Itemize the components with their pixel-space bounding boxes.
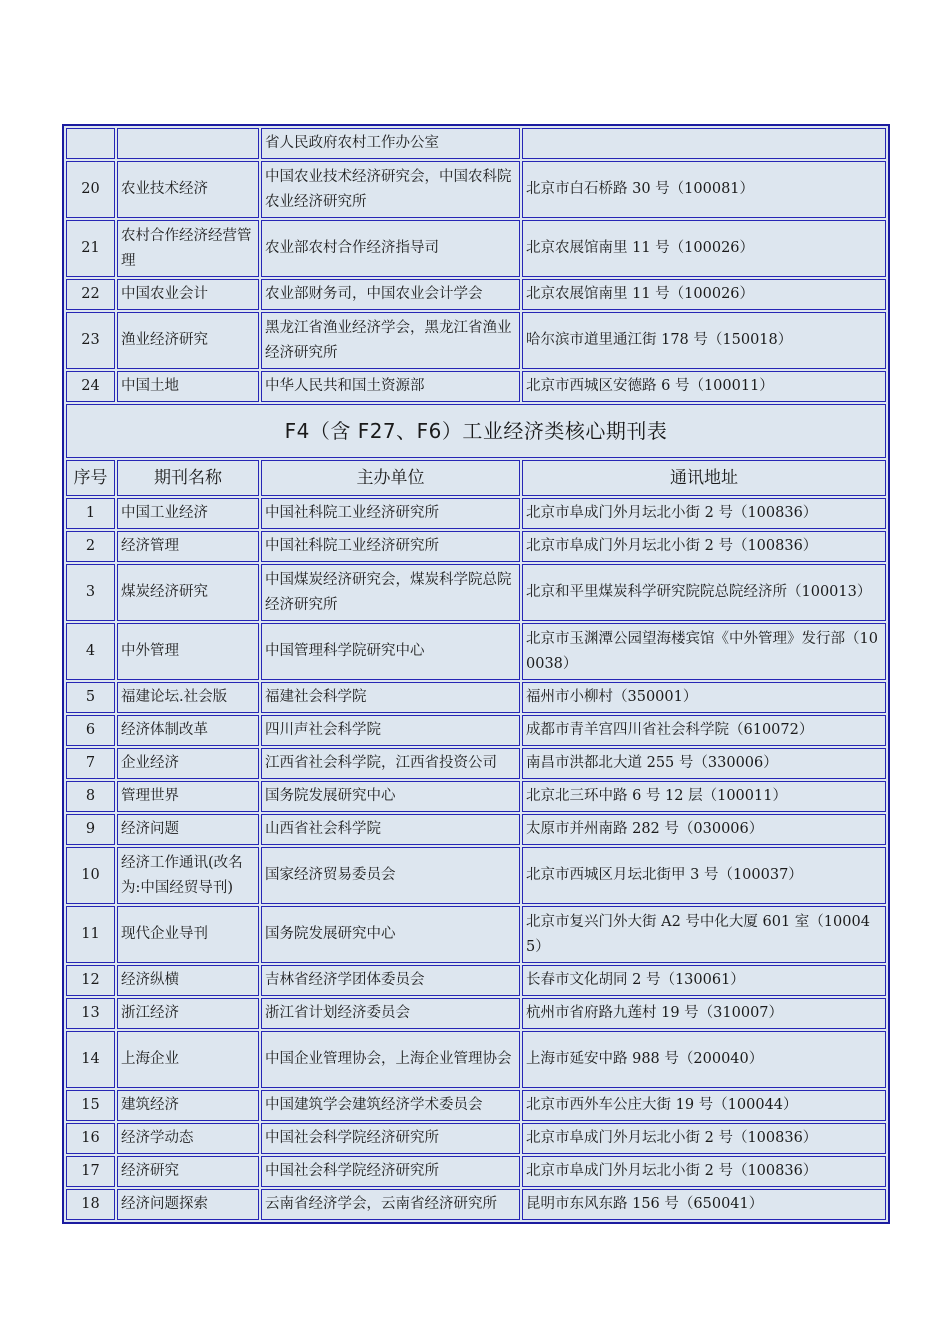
sponsor-unit: 国家经济贸易委员会	[261, 847, 520, 904]
row-number: 23	[66, 312, 115, 369]
journal-name: 经济问题探索	[117, 1189, 259, 1220]
journal-name: 企业经济	[117, 748, 259, 779]
table-row	[66, 564, 886, 621]
sponsor-unit: 浙江省计划经济委员会	[261, 998, 520, 1029]
table-row	[66, 965, 886, 996]
document-page	[62, 124, 888, 1224]
sponsor-unit: 福建社会科学院	[261, 682, 520, 713]
mailing-address: 北京市阜成门外月坛北小街 2 号（100836）	[522, 1156, 886, 1187]
mailing-address: 成都市青羊宫四川省社会科学院（610072）	[522, 715, 886, 746]
header-address: 通讯地址	[522, 460, 886, 496]
sponsor-unit: 中国社科院工业经济研究所	[261, 531, 520, 562]
journal-name: 中外管理	[117, 623, 259, 680]
journal-name: 中国工业经济	[117, 498, 259, 529]
row-number: 17	[66, 1156, 115, 1187]
journal-name: 渔业经济研究	[117, 312, 259, 369]
journal-name: 农村合作经济经营管理	[117, 220, 259, 277]
sponsor-unit: 中国企业管理协会，上海企业管理协会	[261, 1031, 520, 1088]
mailing-address: 哈尔滨市道里通江街 178 号（150018）	[522, 312, 886, 369]
sponsor-unit: 中国管理科学院研究中心	[261, 623, 520, 680]
mailing-address: 北京市白石桥路 30 号（100081）	[522, 161, 886, 218]
mailing-address: 北京农展馆南里 11 号（100026）	[522, 279, 886, 310]
row-number: 20	[66, 161, 115, 218]
table-row	[66, 748, 886, 779]
journal-name: 管理世界	[117, 781, 259, 812]
row-number: 6	[66, 715, 115, 746]
journal-name: 经济学动态	[117, 1123, 259, 1154]
journal-name: 经济纵横	[117, 965, 259, 996]
mailing-address: 北京市西外车公庄大街 19 号（100044）	[522, 1090, 886, 1121]
row-number: 22	[66, 279, 115, 310]
sponsor-unit: 省人民政府农村工作办公室	[261, 128, 520, 159]
table-row	[66, 128, 886, 159]
row-number: 13	[66, 998, 115, 1029]
table-row	[66, 1123, 886, 1154]
header-sponsor: 主办单位	[261, 460, 520, 496]
journal-name: 福建论坛.社会版	[117, 682, 259, 713]
mailing-address: 昆明市东风东路 156 号（650041）	[522, 1189, 886, 1220]
journal-name	[117, 128, 259, 159]
journal-name: 建筑经济	[117, 1090, 259, 1121]
mailing-address: 南昌市洪都北大道 255 号（330006）	[522, 748, 886, 779]
mailing-address: 福州市小柳村（350001）	[522, 682, 886, 713]
mailing-address: 北京市西城区月坛北街甲 3 号（100037）	[522, 847, 886, 904]
row-number: 21	[66, 220, 115, 277]
row-number: 8	[66, 781, 115, 812]
section-title-row	[66, 404, 886, 458]
journal-name: 现代企业导刊	[117, 906, 259, 963]
table-row	[66, 906, 886, 963]
row-number: 12	[66, 965, 115, 996]
table-row	[66, 1156, 886, 1187]
table-row	[66, 1189, 886, 1220]
sponsor-unit: 云南省经济学会，云南省经济研究所	[261, 1189, 520, 1220]
mailing-address: 北京农展馆南里 11 号（100026）	[522, 220, 886, 277]
row-number: 11	[66, 906, 115, 963]
table-row	[66, 312, 886, 369]
journal-name: 中国土地	[117, 371, 259, 402]
sponsor-unit: 中国社科院工业经济研究所	[261, 498, 520, 529]
sponsor-unit: 国务院发展研究中心	[261, 906, 520, 963]
sponsor-unit: 四川声社会科学院	[261, 715, 520, 746]
row-number: 1	[66, 498, 115, 529]
journal-name: 经济问题	[117, 814, 259, 845]
table-row	[66, 371, 886, 402]
row-number: 15	[66, 1090, 115, 1121]
sponsor-unit: 中华人民共和国土资源部	[261, 371, 520, 402]
journal-name: 上海企业	[117, 1031, 259, 1088]
row-number: 5	[66, 682, 115, 713]
journal-name: 经济管理	[117, 531, 259, 562]
table-row	[66, 1031, 886, 1088]
section-title: F4（含 F27、F6）工业经济类核心期刊表	[66, 404, 886, 458]
table-row	[66, 781, 886, 812]
table-row	[66, 498, 886, 529]
table-row	[66, 814, 886, 845]
header-number: 序号	[66, 460, 115, 496]
sponsor-unit: 江西省社会科学院，江西省投资公司	[261, 748, 520, 779]
table-row	[66, 1090, 886, 1121]
sponsor-unit: 中国社会科学院经济研究所	[261, 1156, 520, 1187]
mailing-address: 北京和平里煤炭科学研究院院总院经济所（100013）	[522, 564, 886, 621]
sponsor-unit: 黑龙江省渔业经济学会，黑龙江省渔业经济研究所	[261, 312, 520, 369]
row-number: 7	[66, 748, 115, 779]
row-number: 2	[66, 531, 115, 562]
header-row	[66, 460, 886, 496]
table-row	[66, 279, 886, 310]
mailing-address: 北京市阜成门外月坛北小街 2 号（100836）	[522, 498, 886, 529]
sponsor-unit: 山西省社会科学院	[261, 814, 520, 845]
journal-name: 煤炭经济研究	[117, 564, 259, 621]
row-number: 16	[66, 1123, 115, 1154]
table-row	[66, 623, 886, 680]
journal-name: 农业技术经济	[117, 161, 259, 218]
mailing-address: 北京市西城区安德路 6 号（100011）	[522, 371, 886, 402]
row-number: 4	[66, 623, 115, 680]
mailing-address: 北京北三环中路 6 号 12 层（100011）	[522, 781, 886, 812]
row-number: 3	[66, 564, 115, 621]
row-number: 18	[66, 1189, 115, 1220]
mailing-address: 长春市文化胡同 2 号（130061）	[522, 965, 886, 996]
sponsor-unit: 吉林省经济学团体委员会	[261, 965, 520, 996]
journal-name: 经济工作通讯(改名为:中国经贸导刊)	[117, 847, 259, 904]
sponsor-unit: 国务院发展研究中心	[261, 781, 520, 812]
journal-name: 中国农业会计	[117, 279, 259, 310]
table-row	[66, 161, 886, 218]
table-row	[66, 682, 886, 713]
journal-name: 经济体制改革	[117, 715, 259, 746]
journal-name: 经济研究	[117, 1156, 259, 1187]
row-number: 24	[66, 371, 115, 402]
table-row	[66, 998, 886, 1029]
row-number: 10	[66, 847, 115, 904]
mailing-address: 北京市复兴门外大街 A2 号中化大厦 601 室（100045）	[522, 906, 886, 963]
sponsor-unit: 农业部财务司，中国农业会计学会	[261, 279, 520, 310]
mailing-address: 北京市阜成门外月坛北小街 2 号（100836）	[522, 531, 886, 562]
sponsor-unit: 中国煤炭经济研究会，煤炭科学院总院经济研究所	[261, 564, 520, 621]
table-row	[66, 220, 886, 277]
sponsor-unit: 中国建筑学会建筑经济学术委员会	[261, 1090, 520, 1121]
table-row	[66, 715, 886, 746]
table-row	[66, 531, 886, 562]
journal-name: 浙江经济	[117, 998, 259, 1029]
sponsor-unit: 农业部农村合作经济指导司	[261, 220, 520, 277]
row-number: 9	[66, 814, 115, 845]
sponsor-unit: 中国社会科学院经济研究所	[261, 1123, 520, 1154]
mailing-address: 太原市并州南路 282 号（030006）	[522, 814, 886, 845]
mailing-address: 北京市阜成门外月坛北小街 2 号（100836）	[522, 1123, 886, 1154]
mailing-address: 北京市玉渊潭公园望海楼宾馆《中外管理》发行部（100038）	[522, 623, 886, 680]
table-row	[66, 847, 886, 904]
sponsor-unit: 中国农业技术经济研究会，中国农科院农业经济研究所	[261, 161, 520, 218]
journal-table	[62, 124, 890, 1224]
row-number: 14	[66, 1031, 115, 1088]
mailing-address: 上海市延安中路 988 号（200040）	[522, 1031, 886, 1088]
header-journal-name: 期刊名称	[117, 460, 259, 496]
mailing-address: 杭州市省府路九莲村 19 号（310007）	[522, 998, 886, 1029]
mailing-address	[522, 128, 886, 159]
row-number	[66, 128, 115, 159]
